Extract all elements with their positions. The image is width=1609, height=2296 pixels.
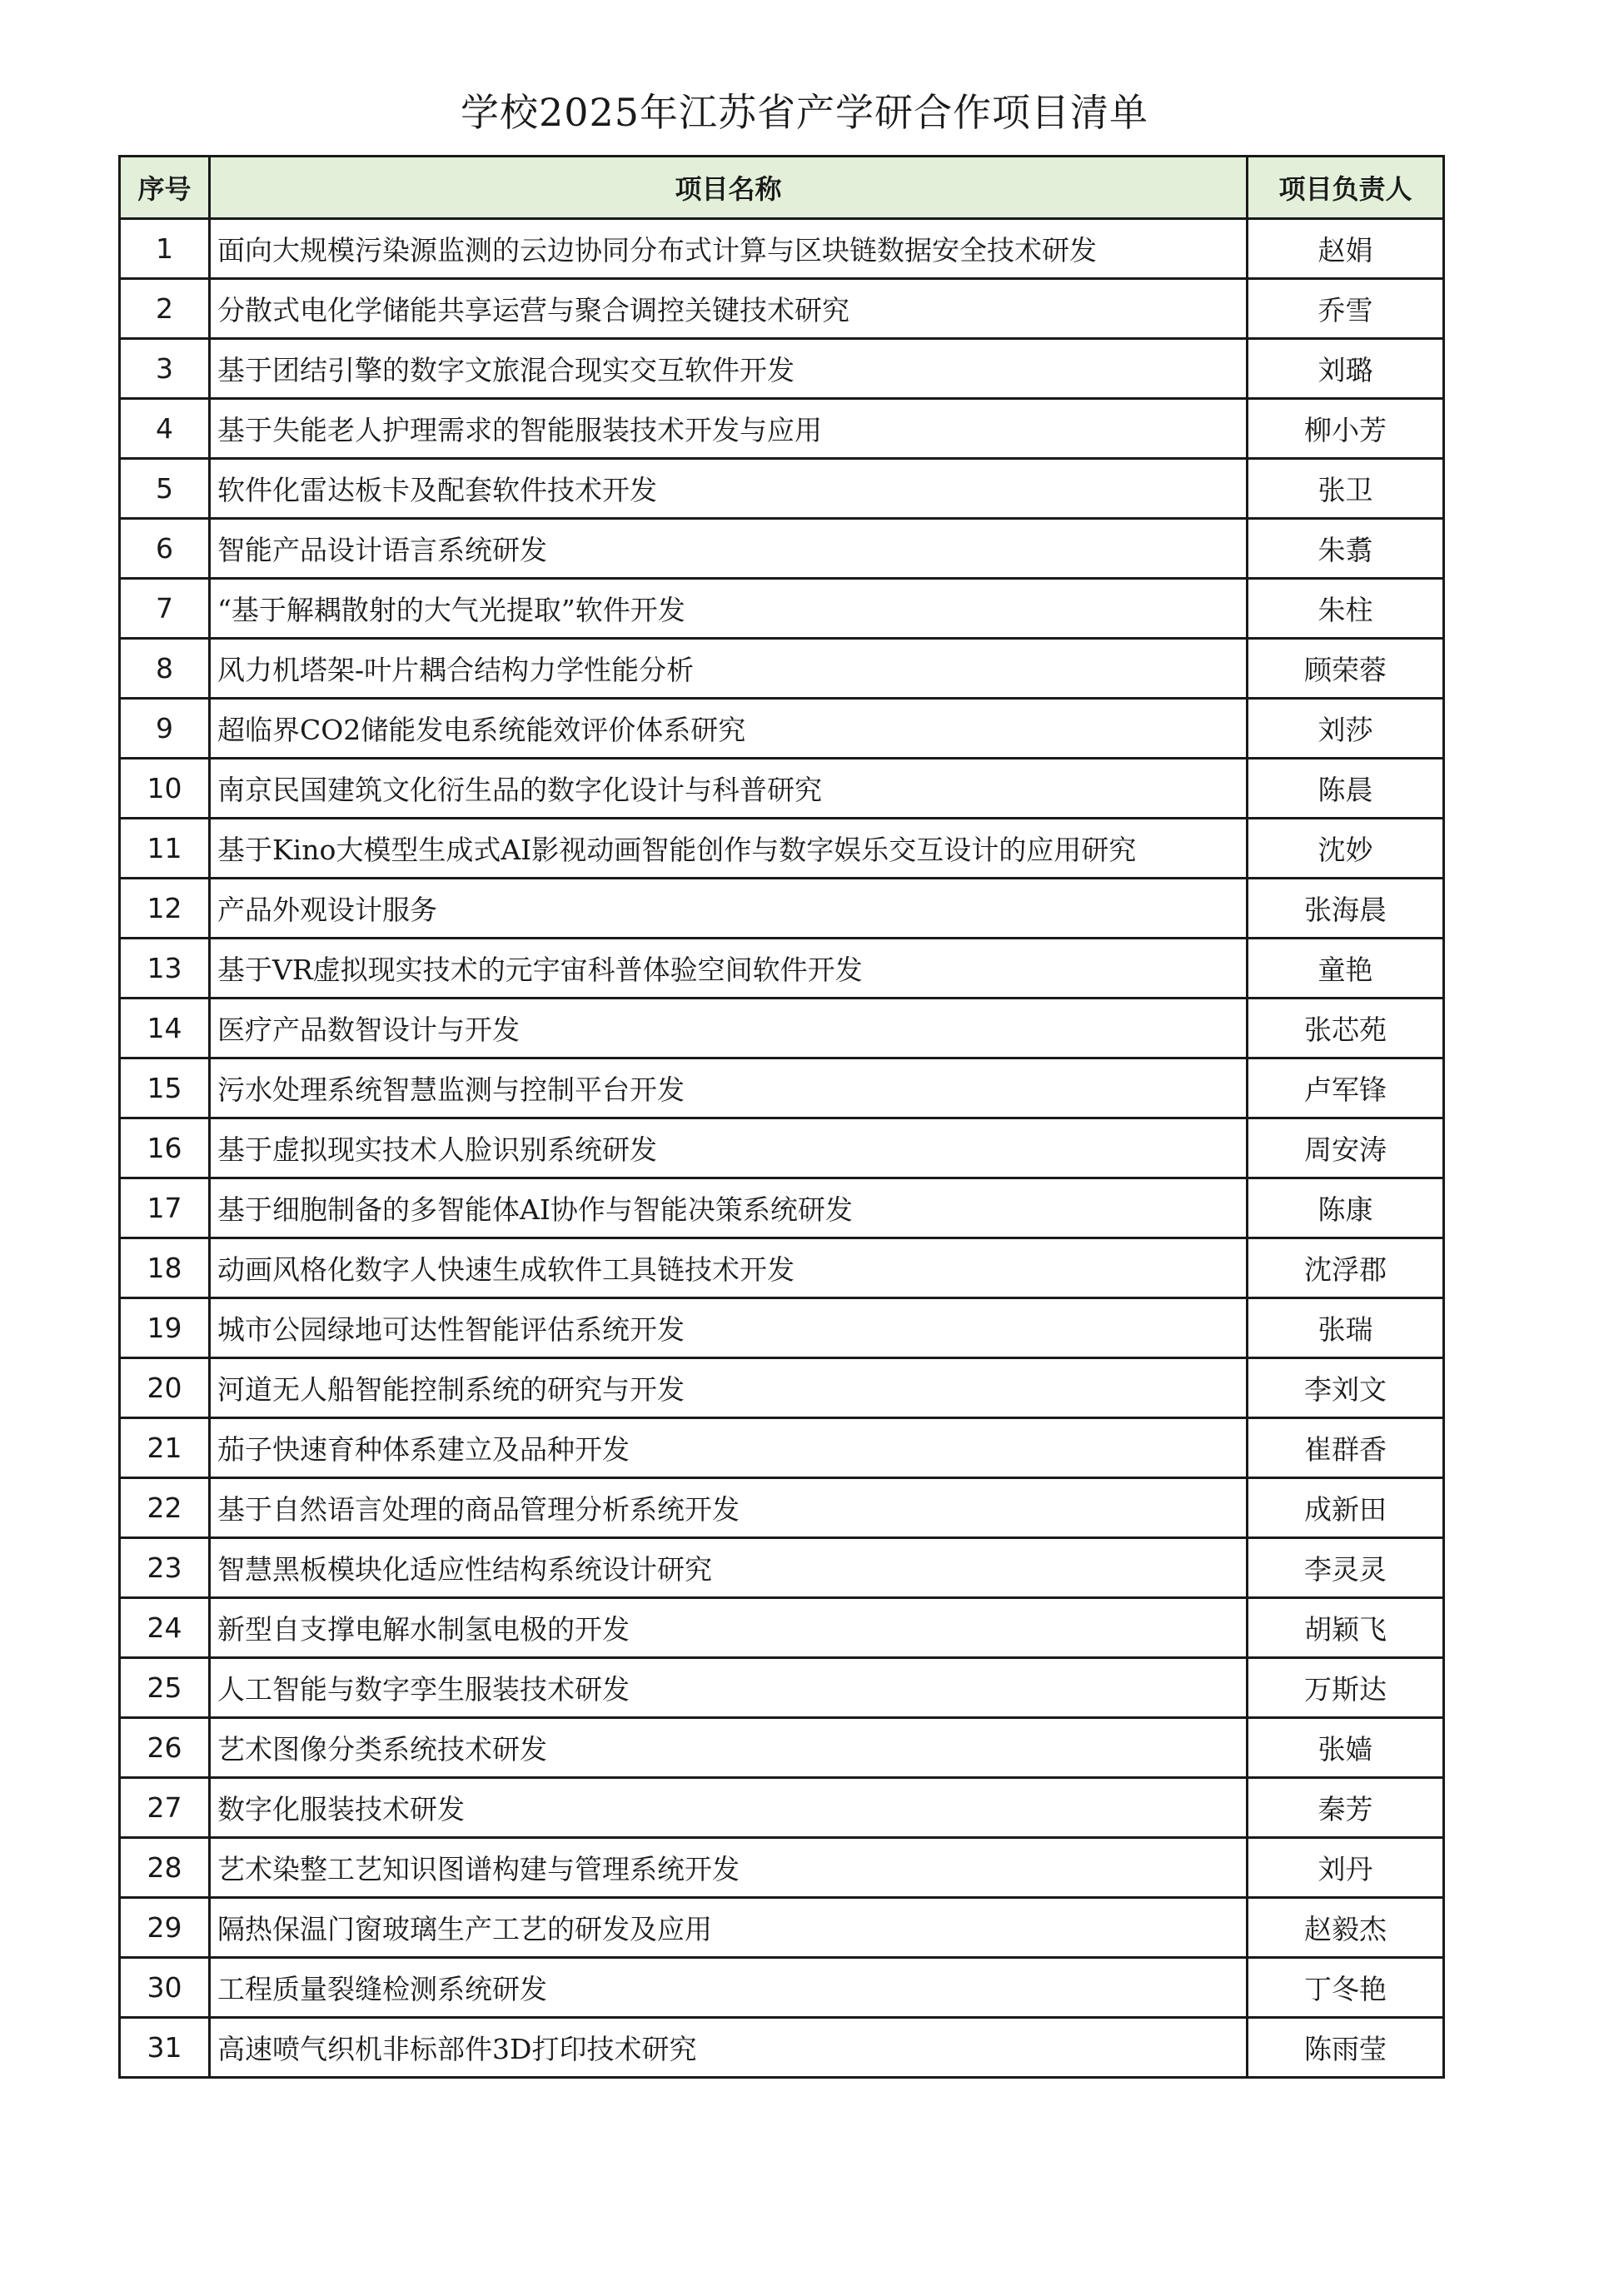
- project-name: 艺术染整工艺知识图谱构建与管理系统开发: [210, 1838, 1248, 1898]
- project-name: 污水处理系统智慧监测与控制平台开发: [210, 1058, 1248, 1118]
- table-row: [120, 339, 1444, 399]
- project-lead: 童艳: [1248, 939, 1444, 999]
- project-name: 分散式电化学储能共享运营与聚合调控关键技术研究: [210, 279, 1248, 339]
- table-row: [120, 1058, 1444, 1118]
- project-lead: 顾荣蓉: [1248, 639, 1444, 699]
- project-lead: 周安涛: [1248, 1118, 1444, 1178]
- project-name: 软件化雷达板卡及配套软件技术开发: [210, 459, 1248, 519]
- project-lead: 卢军锋: [1248, 1058, 1444, 1118]
- project-lead: 朱翥: [1248, 519, 1444, 579]
- table-row: [120, 1658, 1444, 1718]
- table-row: [120, 819, 1444, 879]
- project-name: 基于VR虚拟现实技术的元宇宙科普体验空间软件开发: [210, 939, 1248, 999]
- row-number: 14: [120, 999, 210, 1058]
- row-number: 19: [120, 1298, 210, 1358]
- project-name: 城市公园绿地可达性智能评估系统开发: [210, 1298, 1248, 1358]
- project-lead: 胡颖飞: [1248, 1598, 1444, 1658]
- table-row: [120, 639, 1444, 699]
- project-lead: 成新田: [1248, 1478, 1444, 1538]
- project-lead: 丁冬艳: [1248, 1958, 1444, 2018]
- row-number: 5: [120, 459, 210, 519]
- table-row: [120, 999, 1444, 1058]
- table-row: [120, 399, 1444, 459]
- table-row: [120, 219, 1444, 279]
- project-name: 基于细胞制备的多智能体AI协作与智能决策系统研发: [210, 1178, 1248, 1238]
- table-row: [120, 1418, 1444, 1478]
- project-lead: 李灵灵: [1248, 1538, 1444, 1598]
- project-lead: 秦芳: [1248, 1778, 1444, 1838]
- project-lead: 沈浮郡: [1248, 1238, 1444, 1298]
- project-lead: 陈雨莹: [1248, 2018, 1444, 2078]
- project-lead: 赵娟: [1248, 219, 1444, 279]
- row-number: 23: [120, 1538, 210, 1598]
- table-row: [120, 459, 1444, 519]
- project-lead: 朱柱: [1248, 579, 1444, 639]
- table-row: [120, 1778, 1444, 1838]
- project-lead: 刘璐: [1248, 339, 1444, 399]
- project-name: 医疗产品数智设计与开发: [210, 999, 1248, 1058]
- table-row: [120, 579, 1444, 639]
- project-lead: 张海晨: [1248, 879, 1444, 939]
- row-number: 15: [120, 1058, 210, 1118]
- table-row: [120, 1898, 1444, 1958]
- header-row: [120, 157, 1444, 219]
- project-name: 基于虚拟现实技术人脸识别系统研发: [210, 1118, 1248, 1178]
- row-number: 20: [120, 1358, 210, 1418]
- row-number: 29: [120, 1898, 210, 1958]
- row-number: 10: [120, 759, 210, 819]
- table-row: [120, 1838, 1444, 1898]
- table-row: [120, 759, 1444, 819]
- header-no: 序号: [120, 157, 210, 219]
- project-lead: 陈晨: [1248, 759, 1444, 819]
- row-number: 12: [120, 879, 210, 939]
- project-lead: 沈妙: [1248, 819, 1444, 879]
- row-number: 31: [120, 2018, 210, 2078]
- row-number: 30: [120, 1958, 210, 2018]
- table-row: [120, 519, 1444, 579]
- row-number: 3: [120, 339, 210, 399]
- row-number: 26: [120, 1718, 210, 1778]
- project-name: 基于Kino大模型生成式AI影视动画智能创作与数字娱乐交互设计的应用研究: [210, 819, 1248, 879]
- project-name: 工程质量裂缝检测系统研发: [210, 1958, 1248, 2018]
- project-name: 风力机塔架-叶片耦合结构力学性能分析: [210, 639, 1248, 699]
- row-number: 8: [120, 639, 210, 699]
- table-row: [120, 879, 1444, 939]
- row-number: 17: [120, 1178, 210, 1238]
- project-name: 智能产品设计语言系统研发: [210, 519, 1248, 579]
- table-row: [120, 279, 1444, 339]
- row-number: 11: [120, 819, 210, 879]
- row-number: 13: [120, 939, 210, 999]
- project-name: 动画风格化数字人快速生成软件工具链技术开发: [210, 1238, 1248, 1298]
- row-number: 25: [120, 1658, 210, 1718]
- table-row: [120, 1238, 1444, 1298]
- project-lead: 崔群香: [1248, 1418, 1444, 1478]
- table-row: [120, 1958, 1444, 2018]
- table-row: [120, 1598, 1444, 1658]
- table-header: [120, 157, 1444, 219]
- project-name: 茄子快速育种体系建立及品种开发: [210, 1418, 1248, 1478]
- table-row: [120, 1298, 1444, 1358]
- row-number: 27: [120, 1778, 210, 1838]
- project-name: 隔热保温门窗玻璃生产工艺的研发及应用: [210, 1898, 1248, 1958]
- project-name: 面向大规模污染源监测的云边协同分布式计算与区块链数据安全技术研发: [210, 219, 1248, 279]
- project-name: 基于团结引擎的数字文旅混合现实交互软件开发: [210, 339, 1248, 399]
- row-number: 1: [120, 219, 210, 279]
- table-row: [120, 2018, 1444, 2078]
- row-number: 6: [120, 519, 210, 579]
- table-row: [120, 1538, 1444, 1598]
- project-lead: 刘莎: [1248, 699, 1444, 759]
- project-name: 数字化服装技术研发: [210, 1778, 1248, 1838]
- row-number: 24: [120, 1598, 210, 1658]
- project-name: 人工智能与数字孪生服装技术研发: [210, 1658, 1248, 1718]
- project-table: [118, 155, 1445, 2079]
- table-row: [120, 1178, 1444, 1238]
- project-name: 基于自然语言处理的商品管理分析系统开发: [210, 1478, 1248, 1538]
- project-name: 新型自支撑电解水制氢电极的开发: [210, 1598, 1248, 1658]
- table-body: [120, 219, 1444, 2078]
- project-lead: 张嫱: [1248, 1718, 1444, 1778]
- project-lead: 柳小芳: [1248, 399, 1444, 459]
- row-number: 9: [120, 699, 210, 759]
- project-name: “基于解耦散射的大气光提取”软件开发: [210, 579, 1248, 639]
- project-name: 产品外观设计服务: [210, 879, 1248, 939]
- row-number: 16: [120, 1118, 210, 1178]
- table-row: [120, 1478, 1444, 1538]
- header-lead: 项目负责人: [1248, 157, 1444, 219]
- project-lead: 陈康: [1248, 1178, 1444, 1238]
- table-row: [120, 1118, 1444, 1178]
- table-row: [120, 699, 1444, 759]
- project-name: 智慧黑板模块化适应性结构系统设计研究: [210, 1538, 1248, 1598]
- row-number: 7: [120, 579, 210, 639]
- project-lead: 李刘文: [1248, 1358, 1444, 1418]
- project-lead: 张芯苑: [1248, 999, 1444, 1058]
- project-lead: 万斯达: [1248, 1658, 1444, 1718]
- project-name: 基于失能老人护理需求的智能服装技术开发与应用: [210, 399, 1248, 459]
- project-lead: 乔雪: [1248, 279, 1444, 339]
- project-name: 超临界CO2储能发电系统能效评价体系研究: [210, 699, 1248, 759]
- project-name: 河道无人船智能控制系统的研究与开发: [210, 1358, 1248, 1418]
- project-lead: 刘丹: [1248, 1838, 1444, 1898]
- table-row: [120, 1358, 1444, 1418]
- project-name: 南京民国建筑文化衍生品的数字化设计与科普研究: [210, 759, 1248, 819]
- project-name: 高速喷气织机非标部件3D打印技术研究: [210, 2018, 1248, 2078]
- row-number: 22: [120, 1478, 210, 1538]
- row-number: 28: [120, 1838, 210, 1898]
- row-number: 2: [120, 279, 210, 339]
- row-number: 18: [120, 1238, 210, 1298]
- row-number: 4: [120, 399, 210, 459]
- project-lead: 张卫: [1248, 459, 1444, 519]
- table-row: [120, 1718, 1444, 1778]
- table-row: [120, 939, 1444, 999]
- project-lead: 赵毅杰: [1248, 1898, 1444, 1958]
- header-name: 项目名称: [210, 157, 1248, 219]
- project-lead: 张瑞: [1248, 1298, 1444, 1358]
- project-name: 艺术图像分类系统技术研发: [210, 1718, 1248, 1778]
- page-title: 学校2025年江苏省产学研合作项目清单: [460, 90, 1149, 135]
- row-number: 21: [120, 1418, 210, 1478]
